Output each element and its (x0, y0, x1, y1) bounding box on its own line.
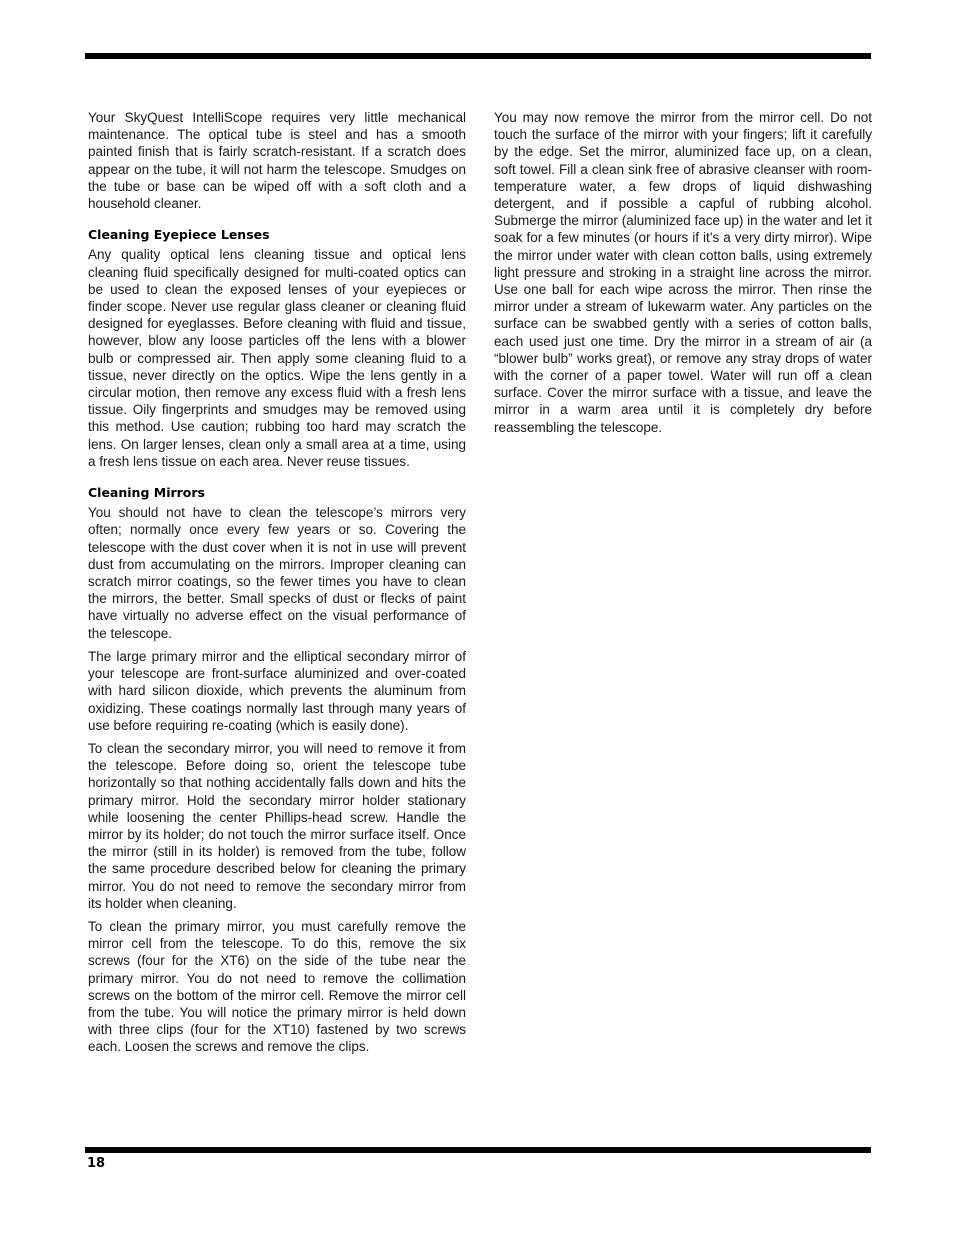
intro-paragraph: Your SkyQuest IntelliScope requires very little mechanical maintenance. The optical tube is steel and has a smooth painted finish that is fairly scratch-resistant. If a scratch does appear on the tube, it will not harm the telescope. Smudges on the tube or base can be wiped off with a soft cloth and a household cleaner. (88, 110, 466, 212)
section-heading-eyepiece-lenses: Cleaning Eyepiece Lenses (88, 227, 270, 243)
mirror-cleaning-paragraph-3: To clean the secondary mirror, you will need to remove it from the telescope. Before doing so, orient the telescope tube horizontally so that nothing accidentally falls down and hits the primary mirror. Hold the secondary mirror holder stationary while loosening the center Phillips-head screw. Handle the mirror by its holder; do not touch the mirror surface itself. Once the mirror (still in its holder) is removed from the tube, follow the same procedure described below for cleaning the primary mirror. You do not need to remove the secondary mirror from its holder when cleaning. (88, 740, 466, 911)
section-heading-mirrors: Cleaning Mirrors (88, 485, 205, 501)
mirror-cleaning-paragraph-5: You may now remove the mirror from the mirror cell. Do not touch the surface of the mirror with your fingers; lift it carefully by the edge. Set the mirror, aluminized face up, on a clean, soft towel. Fill a clean sink free of abrasive cleanser with room-temperature water, a few drops of liquid dishwashing detergent, and if possible a capful of rubbing alcohol. Submerge the mirror (aluminized face up) in the water and let it soak for a few minutes (or hours if it’s a very dirty mirror). Wipe the mirror under water with clean cotton balls, using extremely light pressure and stroking in a straight line across the mirror. Use one ball for each wipe across the mirror. Then rinse the mirror under a stream of lukewarm water. Any particles on the surface can be swabbed gently with a series of cotton balls, each used just one time. Dry the mirror in a stream of air (a “blower bulb” works great), or remove any stray drops of water with the corner of a paper towel. Water will run off a clean surface. Cover the mirror surface with a tissue, and leave the mirror in a warm area until it is completely dry before reassembling the telescope. (494, 110, 872, 435)
left-column (88, 109, 466, 1062)
mirror-cleaning-paragraph-1: You should not have to clean the telescope’s mirrors very often; normally once every few years or so. Covering the telescope with the dust cover when it is not in use will prevent dust from accumulating on the mirrors. Improper cleaning can scratch mirror coatings, so the fewer times you have to clean the mirrors, the better. Small specks of dust or flecks of paint have virtually no adverse effect on the visual performance of the telescope. (88, 505, 466, 641)
bottom-rule (85, 1147, 871, 1153)
mirror-cleaning-paragraph-4: To clean the primary mirror, you must carefully remove the mirror cell from the telescope. To do this, remove the six screws (four for the XT6) on the side of the tube near the primary mirror. You do not need to remove the collimation screws on the bottom of the mirror cell. Remove the mirror cell from the tube. You will notice the primary mirror is held down with three clips (four for the XT10) fastened by two screws each. Loosen the screws and remove the clips. (88, 918, 466, 1055)
right-column (494, 109, 872, 442)
top-rule (85, 53, 871, 59)
mirror-cleaning-paragraph-2: The large primary mirror and the elliptical secondary mirror of your telescope are front-surface aluminized and over-coated with hard silicon dioxide, which prevents the aluminum from oxidizing. These coatings normally last through many years of use before requiring re-coating (which is easily done). (88, 648, 466, 733)
eyepiece-cleaning-paragraph: Any quality optical lens cleaning tissue and optical lens cleaning fluid specifically designed for multi-coated optics can be used to clean the exposed lenses of your eyepieces or finder scope. Never use regular glass cleaner or cleaning fluid designed for eyeglasses. Before cleaning with fluid and tissue, however, blow any loose particles off the lens with a blower bulb or compressed air. Then apply some cleaning fluid to a tissue, never directly on the optics. Wipe the lens gently in a circular motion, then remove any excess fluid with a fresh lens tissue. Oily fingerprints and smudges may be removed using this method. Use caution; rubbing too hard may scratch the lens. On larger lenses, clean only a small area at a time, using a fresh lens tissue on each area. Never reuse tissues. (88, 247, 466, 469)
page-number: 18 (87, 1156, 106, 1171)
